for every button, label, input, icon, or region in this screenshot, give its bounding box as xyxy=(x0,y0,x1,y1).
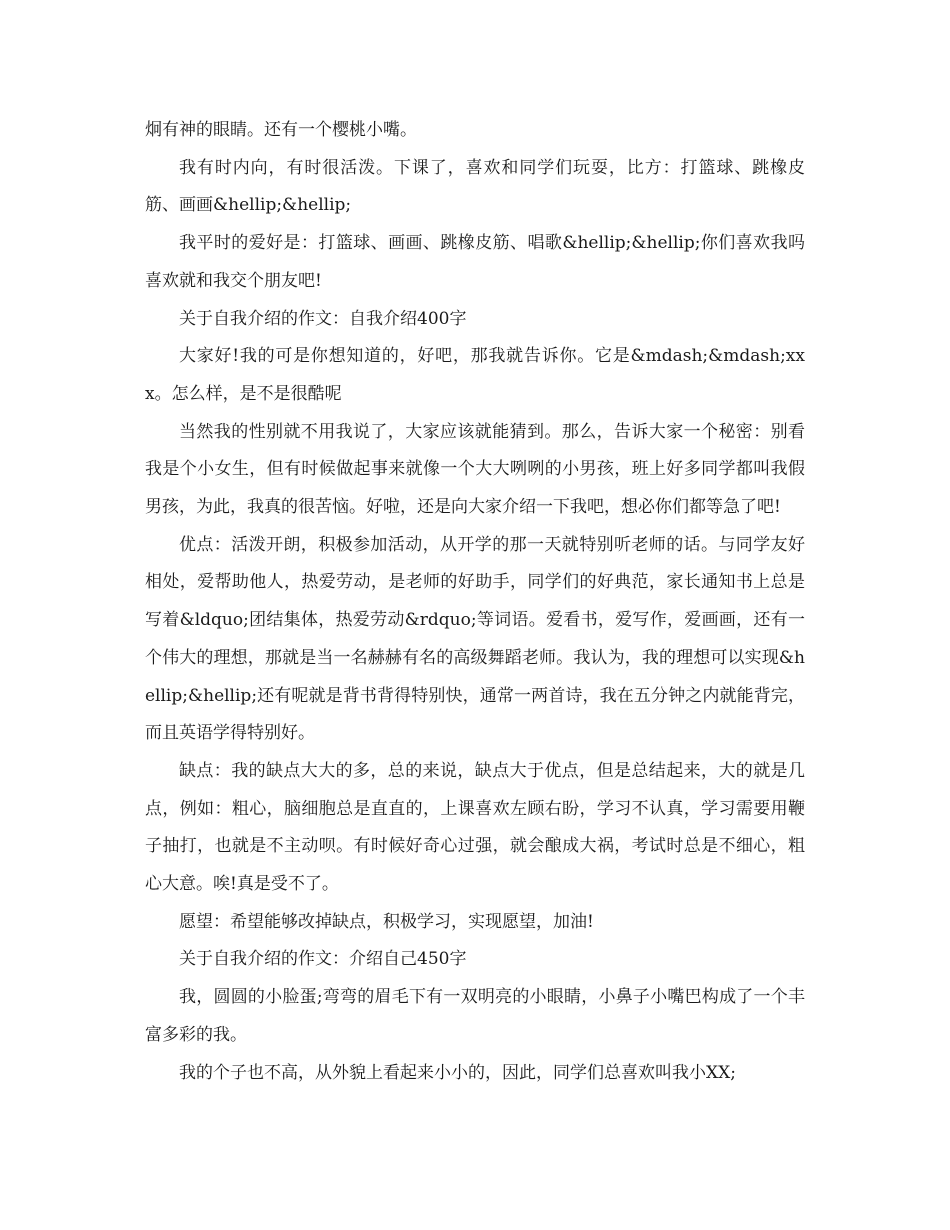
paragraph-greeting: 大家好!我的可是你想知道的，好吧，那我就告诉你。它是&mdash;&mdash;xxx。怎么样，是不是很酷呢 xyxy=(145,346,805,404)
document-body xyxy=(145,112,805,1092)
paragraph-continued: 炯有神的眼睛。还有一个樱桃小嘴。 xyxy=(145,120,417,140)
paragraph-hobbies: 我平时的爱好是：打篮球、画画、跳橡皮筋、唱歌&hellip;&hellip;你们喜欢我吗喜欢就和我交个朋友吧! xyxy=(145,233,805,291)
paragraph-personality: 我有时内向，有时很活泼。下课了，喜欢和同学们玩耍，比方：打篮球、跳橡皮筋、画画&hellip;&hellip; xyxy=(145,157,805,216)
paragraph-strengths: 优点：活泼开朗，积极参加活动，从开学的那一天就特别听老师的话。与同学友好相处，爱帮助他人，热爱劳动，是老师的好助手，同学们的好典范，家长通知书上总是写着&ldquo;团结集体，热爱劳动&rdquo;等词语。爱看书，爱写作，爱画画，还有一个伟大的理想，那就是当一名赫赫有名的高级舞蹈老师。我认为，我的理想可以实现&hellip;&hellip;还有呢就是背书背得特别快，通常一两首诗，我在五分钟之内就能背完，而且英语学得特别好。 xyxy=(145,534,805,744)
paragraph-height: 我的个子也不高，从外貌上看起来小小的，因此，同学们总喜欢叫我小XX; xyxy=(179,1062,736,1083)
paragraph-appearance: 我，圆圆的小脸蛋;弯弯的眉毛下有一双明亮的小眼睛，小鼻子小嘴巴构成了一个丰富多彩的我。 xyxy=(145,987,805,1045)
paragraph-gender: 当然我的性别就不用我说了，大家应该就能猜到。那么，告诉大家一个秘密：别看我是个小女生，但有时候做起事来就像一个大大咧咧的小男孩，班上好多同学都叫我假男孩，为此，我真的很苦恼。好啦，还是向大家介绍一下我吧，想必你们都等急了吧! xyxy=(145,421,805,518)
paragraph-wish: 愿望：希望能够改掉缺点，积极学习，实现愿望，加油! xyxy=(179,911,594,932)
section-heading-400: 关于自我介绍的作文：自我介绍400字 xyxy=(179,308,467,329)
paragraph-weaknesses: 缺点：我的缺点大大的多，总的来说，缺点大于优点，但是总结起来，大的就是几点，例如：粗心，脑细胞总是直直的，上课喜欢左顾右盼，学习不认真，学习需要用鞭子抽打，也就是不主动呗。有时候好奇心过强，就会酿成大祸，考试时总是不细心，粗心大意。唉!真是受不了。 xyxy=(145,760,805,895)
section-heading-450: 关于自我介绍的作文：介绍自己450字 xyxy=(179,949,467,970)
